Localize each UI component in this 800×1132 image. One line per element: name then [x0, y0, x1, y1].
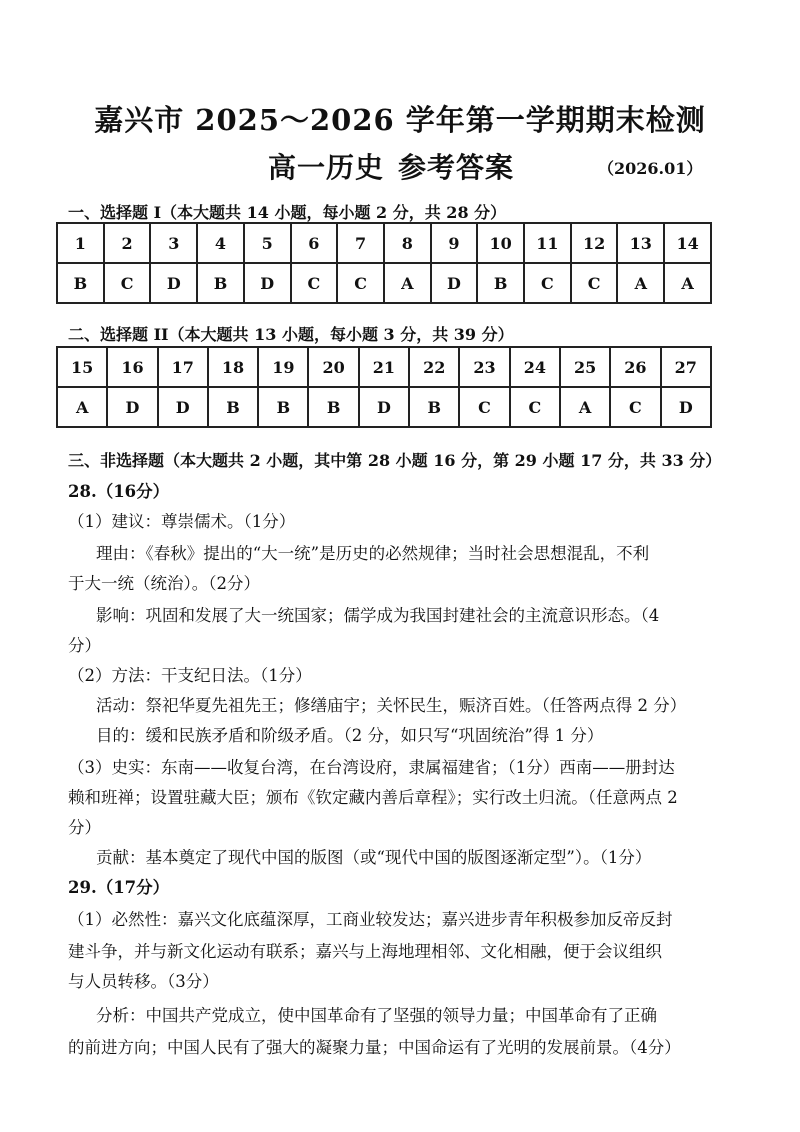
- exam-date: （2026.01）: [598, 159, 703, 178]
- q29-part1-line: （1）必然性：嘉兴文化底蕴深厚，工商业较发达；嘉兴进步青年积极参加反帝反封: [68, 910, 673, 929]
- question-number: 16: [107, 347, 157, 387]
- answer-cell: D: [244, 263, 291, 303]
- doc-type-label: 参考答案: [398, 151, 515, 184]
- q29-part1-line: 建斗争，并与新文化运动有联系；嘉兴与上海地理相邻、文化相融，便于会议组织: [68, 942, 662, 961]
- question-number: 11: [524, 223, 571, 263]
- section2-answer-table: [56, 346, 712, 428]
- answer-cell: A: [617, 263, 664, 303]
- question-number: 6: [291, 223, 338, 263]
- answer-cell: A: [57, 387, 107, 427]
- question-number: 21: [359, 347, 409, 387]
- document-subtitle: [268, 146, 528, 186]
- question-number: 27: [661, 347, 711, 387]
- question-number: 7: [337, 223, 384, 263]
- question-number: 1: [57, 223, 104, 263]
- q28-impact-line: 分）: [68, 636, 101, 655]
- question-number: 20: [308, 347, 358, 387]
- answer-cell: C: [459, 387, 509, 427]
- answer-cell: A: [560, 387, 610, 427]
- answer-cell: B: [409, 387, 459, 427]
- question-number: 25: [560, 347, 610, 387]
- question-number: 13: [617, 223, 664, 263]
- question-number: 8: [384, 223, 431, 263]
- question-number: 3: [150, 223, 197, 263]
- question-number: 19: [258, 347, 308, 387]
- question-number: 26: [610, 347, 660, 387]
- question-number: 12: [571, 223, 618, 263]
- question-number-row: [57, 347, 711, 387]
- q28-impact-line: 影响：巩固和发展了大一统国家；儒学成为我国封建社会的主流意识形态。（4: [96, 606, 660, 625]
- question-number-row: [57, 223, 711, 263]
- q28-part2-line: （2）方法：干支纪日法。（1分）: [68, 666, 312, 685]
- answer-cell: D: [158, 387, 208, 427]
- answer-cell: D: [661, 387, 711, 427]
- question-number: 14: [664, 223, 711, 263]
- q28-part1-line: （1）建议：尊崇儒术。（1分）: [68, 512, 296, 531]
- answer-cell: D: [359, 387, 409, 427]
- question-number: 23: [459, 347, 509, 387]
- document-title: 嘉兴市 2025～2026 学年第一学期期末检测: [94, 103, 706, 137]
- question-number: 18: [208, 347, 258, 387]
- question-29-heading: 29.（17分）: [68, 878, 170, 897]
- answer-cell: C: [610, 387, 660, 427]
- q28-reason-line: 于大一统（统治）。（2分）: [68, 574, 260, 593]
- answer-cell: C: [510, 387, 560, 427]
- answer-cell: C: [524, 263, 571, 303]
- answer-cell: D: [107, 387, 157, 427]
- q28-part3-line: 分）: [68, 818, 101, 837]
- answer-cell: B: [208, 387, 258, 427]
- answer-cell: D: [431, 263, 478, 303]
- answer-cell: C: [104, 263, 151, 303]
- q28-part3-line: 赖和班禅；设置驻藏大臣；颁布《钦定藏内善后章程》；实行改土归流。（任意两点 2: [68, 788, 678, 807]
- q29-part1-line: 与人员转移。（3分）: [68, 972, 219, 991]
- q28-part3-line: （3）史实：东南——收复台湾，在台湾设府，隶属福建省；（1分）西南——册封达: [68, 758, 675, 777]
- answer-row: [57, 263, 711, 303]
- subject-label: 高一历史: [268, 151, 385, 184]
- section2-heading: 二、选择题 II（本大题共 13 小题，每小题 3 分，共 39 分）: [68, 325, 514, 344]
- answer-cell: B: [308, 387, 358, 427]
- question-number: 24: [510, 347, 560, 387]
- q28-purpose-line: 目的：缓和民族矛盾和阶级矛盾。（2 分，如只写“巩固统治”得 1 分）: [96, 726, 604, 745]
- question-number: 17: [158, 347, 208, 387]
- answer-cell: C: [337, 263, 384, 303]
- question-number: 4: [197, 223, 244, 263]
- answer-cell: A: [664, 263, 711, 303]
- answer-cell: B: [197, 263, 244, 303]
- answer-cell: C: [291, 263, 338, 303]
- q29-analysis-line: 的前进方向；中国人民有了强大的凝聚力量；中国命运有了光明的发展前景。（4分）: [68, 1038, 681, 1057]
- question-number: 2: [104, 223, 151, 263]
- section3-heading: 三、非选择题（本大题共 2 小题，其中第 28 小题 16 分，第 29 小题 17 分，共 33 分）: [68, 451, 722, 470]
- q28-contribution-line: 贡献：基本奠定了现代中国的版图（或“现代中国的版图逐渐定型”）。（1分）: [96, 848, 652, 867]
- answer-cell: A: [384, 263, 431, 303]
- section1-heading: 一、选择题 I（本大题共 14 小题，每小题 2 分，共 28 分）: [68, 203, 507, 222]
- question-number: 22: [409, 347, 459, 387]
- question-number: 10: [477, 223, 524, 263]
- answer-cell: D: [150, 263, 197, 303]
- question-number: 15: [57, 347, 107, 387]
- answer-cell: B: [477, 263, 524, 303]
- answer-row: [57, 387, 711, 427]
- answer-cell: B: [57, 263, 104, 303]
- answer-cell: C: [571, 263, 618, 303]
- question-number: 9: [431, 223, 478, 263]
- question-number: 5: [244, 223, 291, 263]
- q28-activity-line: 活动：祭祀华夏先祖先王；修缮庙宇；关怀民生，赈济百姓。（任答两点得 2 分）: [96, 696, 687, 715]
- q28-reason-line: 理由：《春秋》提出的“大一统”是历史的必然规律；当时社会思想混乱，不利: [96, 544, 650, 563]
- q29-analysis-line: 分析：中国共产党成立，使中国革命有了坚强的领导力量；中国革命有了正确: [96, 1006, 657, 1025]
- question-28-heading: 28.（16分）: [68, 482, 170, 501]
- answer-cell: B: [258, 387, 308, 427]
- section1-answer-table: [56, 222, 712, 304]
